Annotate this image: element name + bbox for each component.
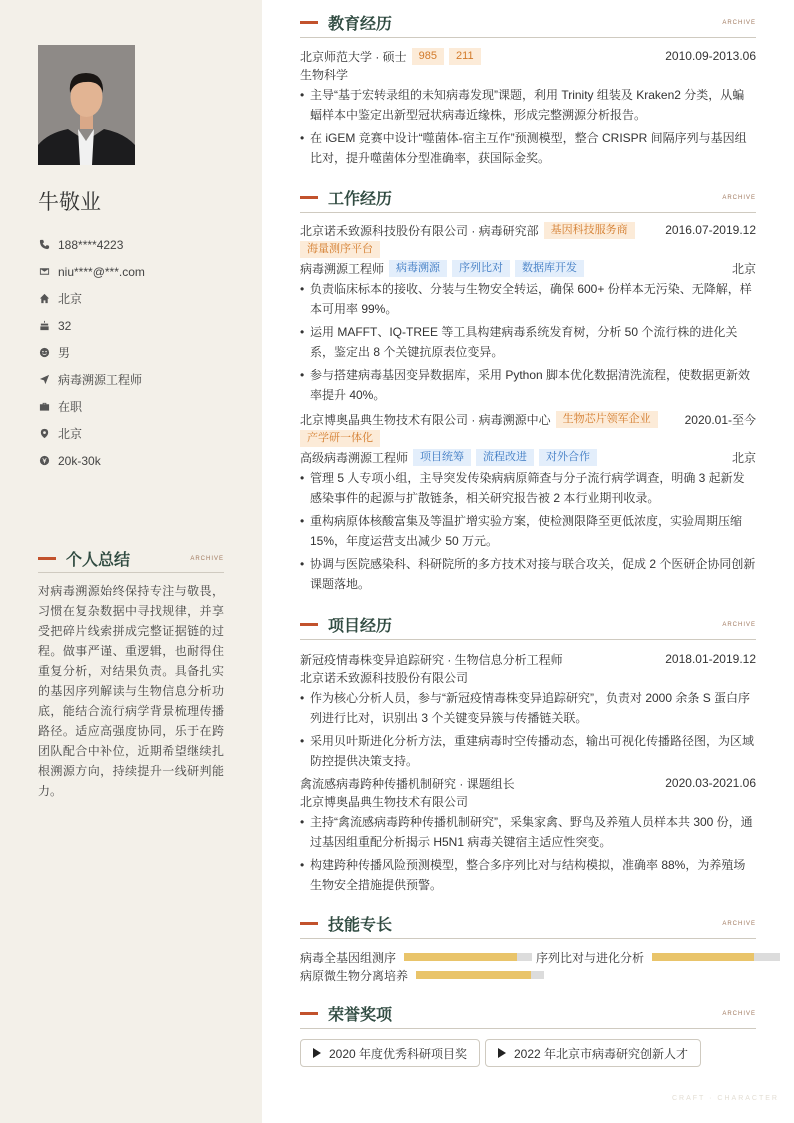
contact-phone-text: 188****4223 bbox=[58, 237, 124, 252]
contact-position-text: 病毒溯源工程师 bbox=[58, 373, 143, 387]
education-tag: 985 bbox=[412, 48, 444, 65]
work-entry bbox=[300, 410, 756, 597]
project-bullet: • 构建跨种传播风险预测模型，整合多序列比对与结构模拟，准确率 88%，为养殖场生物安全措施提供预警。 bbox=[300, 855, 756, 895]
education-bullet: • 主导“基于宏转录组的未知病毒发现”课题，利用 Trinity 组装及 Kraken2 分类，从蝙蝠样本中鉴定出新型冠状病毒近缘株，形成完整溯源分析报告。 bbox=[300, 85, 756, 125]
project-bullet: • 主持“禽流感病毒跨种传播机制研究”，采集家禽、野鸟及养殖人员样本共 300 份，通过基因组重配分析揭示 H5N1 病毒关键宿主适应性突变。 bbox=[300, 812, 756, 852]
contact-status-text: 在职 bbox=[58, 400, 83, 414]
work-bullet: • 重构病原体核酸富集及等温扩增实验方案，使检测限降至更低浓度，实验周期压缩 15%，年度运营支出减少 50 万元。 bbox=[300, 511, 756, 551]
project-bullet: • 采用贝叶斯进化分析方法，重建病毒时空传播动态，输出可视化传播路径图，为区域防控提供决策支持。 bbox=[300, 731, 756, 771]
work-bullet: • 协调与医院感染科、科研院所的多方技术对接与联合攻关，促成 2 个医研企协同创新课题落地。 bbox=[300, 554, 756, 594]
work-bullets bbox=[300, 468, 756, 594]
work-bullet: • 负责临床标本的接收、分装与生物安全转运，确保 600+ 份样本无污染、无降解，样本可用率 99%。 bbox=[300, 279, 756, 319]
skill-item bbox=[300, 966, 544, 984]
contact-phone bbox=[38, 231, 238, 258]
skill-level-bar bbox=[652, 953, 780, 961]
salary-icon bbox=[38, 455, 50, 467]
education-archive-label: ARCHIVE bbox=[722, 19, 756, 26]
play-icon bbox=[313, 1048, 321, 1058]
contact-status bbox=[38, 393, 238, 420]
cake-icon bbox=[38, 320, 50, 332]
work-bullet: • 参与搭建病毒基因变异数据库，采用 Python 脚本优化数据清洗流程，使数据更新效率提升 40%。 bbox=[300, 365, 756, 405]
contact-email-text: niu****@***.com bbox=[58, 264, 145, 279]
contact-age bbox=[38, 312, 238, 339]
awards-archive-label: ARCHIVE bbox=[722, 1010, 756, 1017]
work-role: 病毒溯源工程师 bbox=[300, 261, 385, 276]
projects-archive-label: ARCHIVE bbox=[722, 621, 756, 628]
award-name: 2022 年北京市病毒研究创新人才 bbox=[514, 1046, 689, 1061]
contact-list bbox=[38, 231, 238, 474]
project-date: 2020.03-2021.06 bbox=[665, 776, 756, 790]
company-tag: 海量测序平台 bbox=[300, 241, 380, 258]
skill-item bbox=[536, 948, 780, 966]
section-accent-bar bbox=[300, 21, 318, 24]
briefcase-icon bbox=[38, 401, 50, 413]
location-icon bbox=[38, 428, 50, 440]
skill-name: 病原微生物分离培养 bbox=[300, 968, 409, 983]
skill-item bbox=[300, 948, 532, 966]
section-accent-bar bbox=[38, 557, 56, 560]
project-entry bbox=[300, 650, 756, 774]
project-org: 北京博奥晶典生物技术有限公司 bbox=[300, 794, 469, 809]
work-company: 北京诺禾致源科技股份有限公司 · 病毒研究部 bbox=[300, 223, 539, 238]
contact-email bbox=[38, 258, 238, 285]
project-name: 新冠疫情毒株变异追踪研究 · 生物信息分析工程师 bbox=[300, 652, 563, 667]
work-archive-label: ARCHIVE bbox=[722, 194, 756, 201]
company-tag: 基因科技服务商 bbox=[544, 222, 635, 239]
education-bullets bbox=[300, 85, 756, 168]
education-major: 生物科学 bbox=[300, 67, 349, 82]
award-name: 2020 年度优秀科研项目奖 bbox=[329, 1046, 468, 1061]
skill-name: 病毒全基因组测序 bbox=[300, 950, 397, 965]
profile-photo bbox=[38, 45, 135, 165]
play-icon bbox=[498, 1048, 506, 1058]
education-entry bbox=[300, 47, 756, 171]
work-date: 2020.01-至今 bbox=[684, 412, 756, 427]
role-tag: 对外合作 bbox=[539, 449, 597, 466]
awards-title: 荣誉奖项 bbox=[328, 1007, 393, 1024]
contact-salary bbox=[38, 447, 238, 474]
footer-watermark: CRAFT · CHARACTER bbox=[672, 1095, 779, 1102]
company-tag: 产学研一体化 bbox=[300, 430, 380, 447]
phone-icon bbox=[38, 239, 50, 251]
work-city: 北京 bbox=[731, 261, 756, 276]
summary-section-header bbox=[38, 545, 224, 573]
contact-gender-text: 男 bbox=[58, 346, 71, 360]
role-tag: 病毒溯源 bbox=[389, 260, 447, 277]
contact-home-text: 北京 bbox=[58, 292, 83, 306]
project-org: 北京诺禾致源科技股份有限公司 bbox=[300, 670, 469, 685]
contact-salary-text: 20k-30k bbox=[58, 453, 101, 468]
education-date: 2010.09-2013.06 bbox=[665, 49, 756, 63]
section-accent-bar bbox=[300, 623, 318, 626]
work-city: 北京 bbox=[731, 450, 756, 465]
skill-level-fill bbox=[416, 971, 531, 979]
skill-level-bar bbox=[416, 971, 544, 979]
role-tag: 数据库开发 bbox=[515, 260, 584, 277]
work-date: 2016.07-2019.12 bbox=[665, 223, 756, 237]
education-bullet: • 在 iGEM 竞赛中设计“噬菌体-宿主互作”预测模型，整合 CRISPR 间隔序列与基因组比对，提升噬菌体分型准确率，获国际金奖。 bbox=[300, 128, 756, 168]
skill-level-bar bbox=[404, 953, 532, 961]
project-name: 禽流感病毒跨种传播机制研究 · 课题组长 bbox=[300, 776, 515, 791]
mail-icon bbox=[38, 266, 50, 278]
award-item bbox=[485, 1039, 701, 1067]
candidate-name: 牛敬业 bbox=[38, 191, 101, 214]
award-item bbox=[300, 1039, 480, 1067]
skills-section-header bbox=[300, 909, 756, 939]
project-bullet: • 作为核心分析人员，参与“新冠疫情毒株变异追踪研究”，负责对 2000 余条 S 蛋白序列进行比对，识别出 3 个关键变异簇与传播链关联。 bbox=[300, 688, 756, 728]
summary-text: 对病毒溯源始终保持专注与敬畏，习惯在复杂数据中寻找规律，并享受把碎片线索拼成完整证据链的过程。做事严谨、重逻辑，也耐得住重复分析，对结果负责。具备扎实的基因序列解读与生物信息分析功底，能结合流行病学背景梳理传播路径。适应高强度协同，乐于在跨团队配合中补位，近期希望继续扎根溯源方向，持续提升一线研判能力。 bbox=[38, 584, 224, 798]
project-date: 2018.01-2019.12 bbox=[665, 652, 756, 666]
portrait-image bbox=[38, 45, 135, 165]
awards-section-header bbox=[300, 999, 756, 1029]
company-tag: 生物芯片领军企业 bbox=[556, 411, 658, 428]
role-tag: 序列比对 bbox=[452, 260, 510, 277]
section-accent-bar bbox=[300, 1012, 318, 1015]
sidebar bbox=[0, 0, 262, 1123]
education-school: 北京师范大学 · 硕士 bbox=[300, 49, 407, 64]
education-tag: 211 bbox=[449, 48, 481, 65]
work-role: 高级病毒溯源工程师 bbox=[300, 450, 409, 465]
work-bullet: • 运用 MAFFT、IQ-TREE 等工具构建病毒系统发育树，分析 50 个流行株的进化关系，鉴定出 8 个关键抗原表位变异。 bbox=[300, 322, 756, 362]
work-entry bbox=[300, 221, 756, 408]
work-bullet: • 管理 5 人专项小组，主导突发传染病病原筛查与分子流行病学调查，明确 3 起新发感染事件的起源与扩散链条，相关研究报告被 2 本行业期刊收录。 bbox=[300, 468, 756, 508]
contact-home bbox=[38, 285, 238, 312]
education-section-header bbox=[300, 8, 756, 38]
work-bullets bbox=[300, 279, 756, 405]
home-icon bbox=[38, 293, 50, 305]
projects-section-header bbox=[300, 610, 756, 640]
skills-title: 技能专长 bbox=[328, 917, 393, 934]
projects-title: 项目经历 bbox=[328, 618, 393, 635]
summary-archive-label: ARCHIVE bbox=[190, 555, 224, 562]
skill-level-fill bbox=[652, 953, 754, 961]
role-tag: 项目统筹 bbox=[413, 449, 471, 466]
contact-position bbox=[38, 366, 238, 393]
section-accent-bar bbox=[300, 196, 318, 199]
project-bullets bbox=[300, 812, 756, 895]
work-section-header bbox=[300, 183, 756, 213]
summary-title: 个人总结 bbox=[66, 552, 131, 569]
contact-gender bbox=[38, 339, 238, 366]
role-tag: 流程改进 bbox=[476, 449, 534, 466]
contact-age-text: 32 bbox=[58, 318, 72, 333]
project-bullets bbox=[300, 688, 756, 771]
work-company: 北京博奥晶典生物技术有限公司 · 病毒溯源中心 bbox=[300, 412, 551, 427]
skills-archive-label: ARCHIVE bbox=[722, 920, 756, 927]
face-icon bbox=[38, 347, 50, 359]
project-entry bbox=[300, 774, 756, 898]
work-title: 工作经历 bbox=[328, 191, 393, 208]
skill-name: 序列比对与进化分析 bbox=[536, 950, 645, 965]
section-accent-bar bbox=[300, 922, 318, 925]
send-icon bbox=[38, 374, 50, 386]
contact-location-text: 北京 bbox=[58, 427, 83, 441]
education-title: 教育经历 bbox=[328, 16, 393, 33]
skill-level-fill bbox=[404, 953, 517, 961]
contact-location bbox=[38, 420, 238, 447]
